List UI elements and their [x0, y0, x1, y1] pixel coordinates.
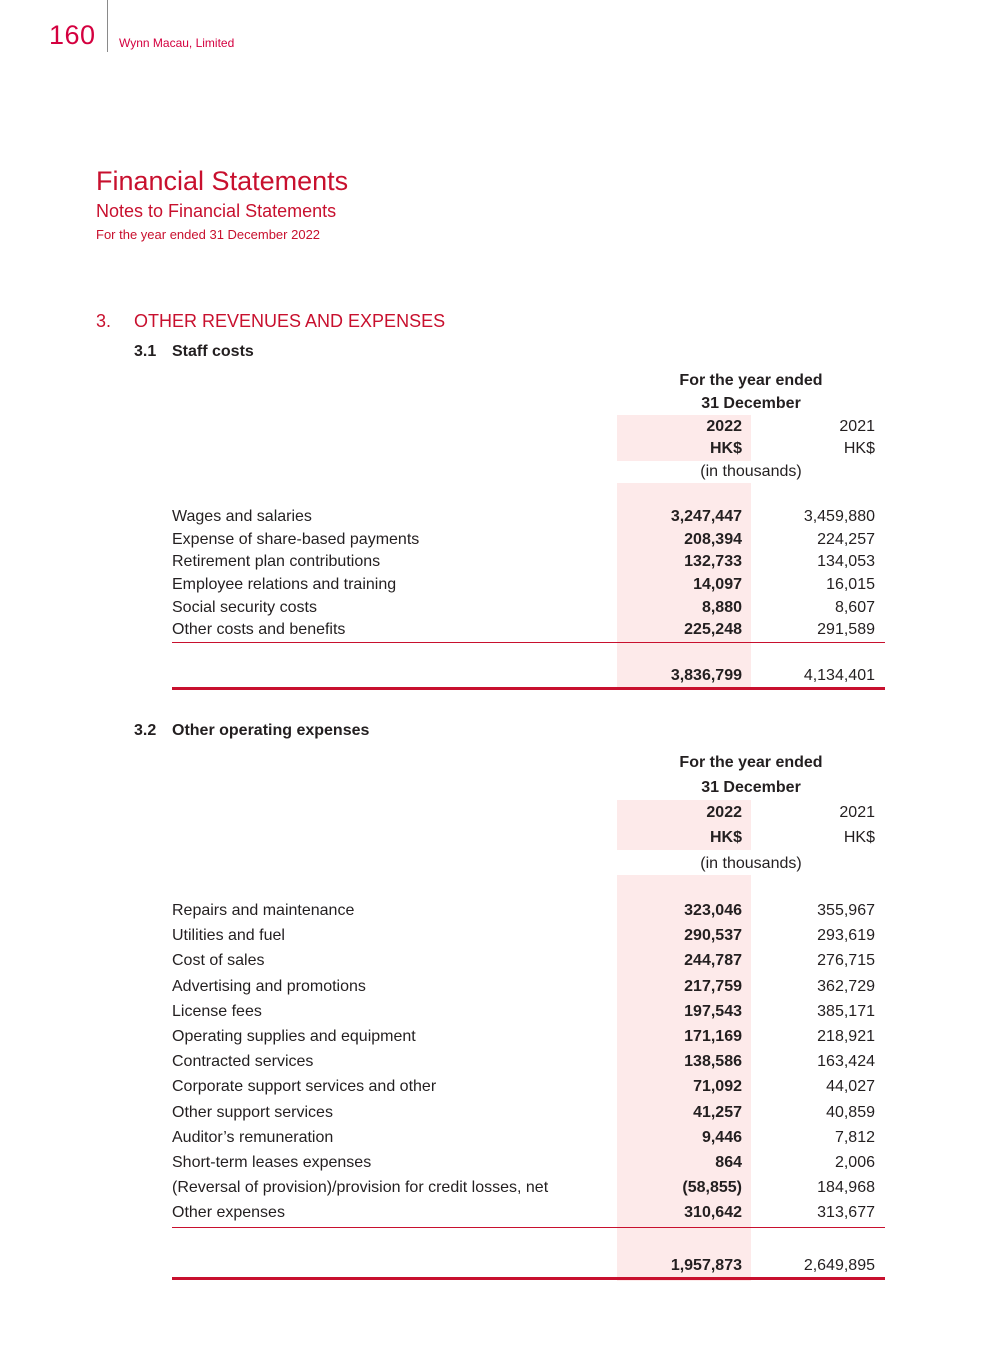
row-value-current-year: 244,787: [684, 952, 742, 970]
table-row: [172, 1104, 885, 1129]
row-label: Cost of sales: [172, 952, 265, 970]
table-row: [172, 599, 885, 622]
row-value-prior-year: 2,006: [834, 1153, 875, 1171]
column-header-currency-prior: HK$: [843, 440, 875, 457]
row-value-current-year: 217,759: [684, 977, 742, 995]
row-value-prior-year: 8,607: [834, 598, 875, 616]
operating-expenses-table: [172, 902, 885, 1229]
column-header-date: 31 December: [701, 779, 801, 796]
row-value-current-year: 132,733: [684, 553, 742, 571]
row-value-prior-year: 355,967: [817, 902, 875, 919]
row-value-prior-year: 44,027: [826, 1078, 875, 1096]
row-value-current-year: 171,169: [684, 1027, 742, 1045]
row-label: Contracted services: [172, 1053, 314, 1071]
row-value-current-year: 864: [715, 1153, 742, 1171]
header-divider: [107, 0, 108, 52]
row-value-prior-year: 293,619: [817, 927, 875, 945]
column-header-period: For the year ended: [679, 372, 823, 389]
row-label: Other costs and benefits: [172, 621, 346, 639]
row-value-current-year: 8,880: [701, 598, 742, 616]
staff-costs-table: [172, 508, 885, 644]
table-row: [172, 952, 885, 977]
table-row: [172, 1204, 885, 1229]
row-label: Advertising and promotions: [172, 977, 366, 995]
row-value-prior-year: 163,424: [817, 1053, 875, 1071]
section-title-staff-costs: Staff costs: [172, 343, 254, 360]
row-label: Retirement plan contributions: [172, 553, 381, 571]
subtotal-rule: [172, 1227, 885, 1228]
total-rule: [172, 1277, 885, 1280]
row-value-prior-year: 7,812: [834, 1128, 875, 1146]
company-name: Wynn Macau, Limited: [119, 36, 235, 50]
column-header-currency-current: HK$: [709, 829, 742, 846]
row-label: Other support services: [172, 1103, 333, 1121]
row-value-prior-year: 16,015: [826, 576, 875, 594]
table-row: [172, 508, 885, 531]
document-period: For the year ended 31 December 2022: [96, 227, 321, 242]
column-header-currency-current: HK$: [709, 440, 742, 457]
row-value-current-year: 225,248: [684, 621, 742, 639]
row-label: (Reversal of provision)/provision for credit losses, net: [172, 1179, 549, 1197]
document-subtitle: Notes to Financial Statements: [96, 201, 337, 221]
table-row: [172, 1129, 885, 1154]
table-row: [172, 621, 885, 644]
table-row: [172, 1053, 885, 1078]
row-value-current-year: 310,642: [684, 1204, 742, 1222]
table-row: [172, 576, 885, 599]
row-value-prior-year: 362,729: [817, 977, 875, 995]
table-row: [172, 1003, 885, 1028]
table-row: [172, 1078, 885, 1103]
column-header-year-current: 2022: [706, 418, 742, 435]
row-value-prior-year: 224,257: [817, 530, 875, 548]
row-value-current-year: 323,046: [684, 902, 742, 919]
row-label: Social security costs: [172, 598, 317, 616]
row-value-prior-year: 40,859: [826, 1103, 875, 1121]
row-value-current-year: 197,543: [684, 1002, 742, 1020]
row-value-current-year: 290,537: [684, 927, 742, 945]
note-number: 3.: [96, 311, 112, 331]
table-row: [172, 531, 885, 554]
column-header-year-prior: 2021: [839, 418, 875, 435]
table-row: [172, 978, 885, 1003]
page-number: 160: [49, 20, 96, 50]
table-row: [172, 1179, 885, 1204]
table-row: [172, 553, 885, 576]
row-label: Corporate support services and other: [172, 1078, 437, 1096]
row-value-prior-year: 313,677: [817, 1204, 875, 1222]
section-number-staff-costs: 3.1: [134, 343, 157, 360]
section-title-operating-expenses: Other operating expenses: [172, 722, 370, 739]
row-label: Wages and salaries: [172, 508, 312, 525]
row-value-current-year: 138,586: [684, 1053, 742, 1071]
table-row: [172, 902, 885, 927]
column-header-date: 31 December: [701, 395, 801, 412]
document-title: Financial Statements: [96, 166, 349, 196]
row-label: Repairs and maintenance: [172, 902, 355, 919]
column-header-year-current: 2022: [706, 804, 742, 821]
row-label: Short-term leases expenses: [172, 1153, 372, 1171]
note-title: OTHER REVENUES AND EXPENSES: [134, 311, 446, 331]
row-value-prior-year: 3,459,880: [803, 508, 875, 525]
row-label: License fees: [172, 1002, 262, 1020]
row-label: Expense of share-based payments: [172, 530, 420, 548]
subtotal-rule: [172, 642, 885, 643]
total-current-year: 3,836,799: [670, 667, 742, 684]
column-header-year-prior: 2021: [839, 804, 875, 821]
row-value-current-year: 3,247,447: [670, 508, 742, 525]
table-row: [172, 927, 885, 952]
total-prior-year: 4,134,401: [803, 667, 875, 684]
row-label: Auditor’s remuneration: [172, 1128, 334, 1146]
row-value-prior-year: 385,171: [817, 1002, 875, 1020]
column-header-period: For the year ended: [679, 754, 823, 771]
row-value-current-year: 41,257: [693, 1103, 742, 1121]
row-value-prior-year: 184,968: [817, 1179, 875, 1197]
row-value-prior-year: 291,589: [817, 621, 875, 639]
total-rule: [172, 687, 885, 690]
section-number-operating-expenses: 3.2: [134, 722, 157, 739]
row-label: Operating supplies and equipment: [172, 1027, 416, 1045]
table-row: [172, 1154, 885, 1179]
row-value-prior-year: 276,715: [817, 952, 875, 970]
row-label: Other expenses: [172, 1204, 285, 1222]
table-row: [172, 1028, 885, 1053]
column-header-unit: (in thousands): [700, 855, 802, 872]
column-header-currency-prior: HK$: [843, 829, 875, 846]
total-current-year: 1,957,873: [670, 1257, 742, 1274]
row-value-current-year: 208,394: [684, 530, 742, 548]
row-value-current-year: (58,855): [682, 1179, 742, 1197]
row-label: Employee relations and training: [172, 576, 397, 594]
row-value-current-year: 14,097: [693, 576, 742, 594]
total-prior-year: 2,649,895: [803, 1257, 875, 1274]
row-value-current-year: 9,446: [701, 1128, 742, 1146]
row-label: Utilities and fuel: [172, 927, 285, 945]
column-header-unit: (in thousands): [700, 463, 802, 480]
row-value-current-year: 71,092: [693, 1078, 742, 1096]
row-value-prior-year: 134,053: [817, 553, 875, 571]
row-value-prior-year: 218,921: [817, 1027, 875, 1045]
